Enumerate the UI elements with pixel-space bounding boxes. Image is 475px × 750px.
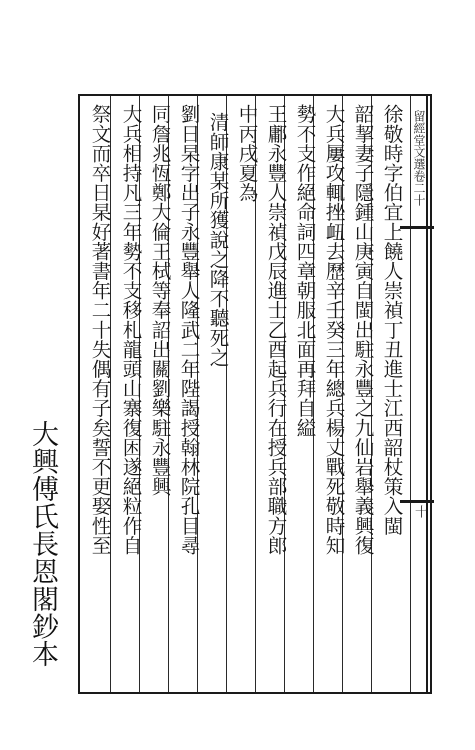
text-column-2: 韶挈妻子隱鍾山庚寅自閩出駐永豐之九仙岩舉義興復 [351,104,374,555]
collector-inscription: 大興傅氏長恩閣鈔本 [27,420,58,668]
text-column-11: 祭文而卒日杲好著書年二十失偶有子矣誓不更娶性至 [88,104,111,555]
text-column-7: 清師康某所獲說之降不聽死之 [206,112,229,367]
text-column-4: 勢不支作絕命詞四章朝服北面再拜自縊 [293,104,316,438]
text-column-8: 劉日杲字出子永豐舉人隆武二年陛謁授翰林院孔目尋 [177,104,200,555]
text-column-6: 中丙戌夏為 [235,104,258,202]
text-column-1: 徐敬時字伯宜上饒人崇禎丁丑進士江西韶杖策入閩 [380,104,403,536]
text-column-10: 大兵相持凡三年勢不支移札龍頭山寨復困遂絕粒作自 [119,104,142,555]
text-column-9: 同詹兆恆鄭大倫王栻等奉詔出關劉樂駐永豐興 [148,104,171,496]
text-column-3: 大兵屢攻輒挫衄去歷辛壬癸三年總兵楊丈戰死敬時知 [322,104,345,555]
text-column-5: 王鄘永豐人崇禎戊辰進士乙酉起兵行在授兵部職方郎 [264,104,287,555]
gutter-page-number: 十 [412,505,427,518]
gutter-title: 留經堂文選卷二十 [412,110,426,206]
